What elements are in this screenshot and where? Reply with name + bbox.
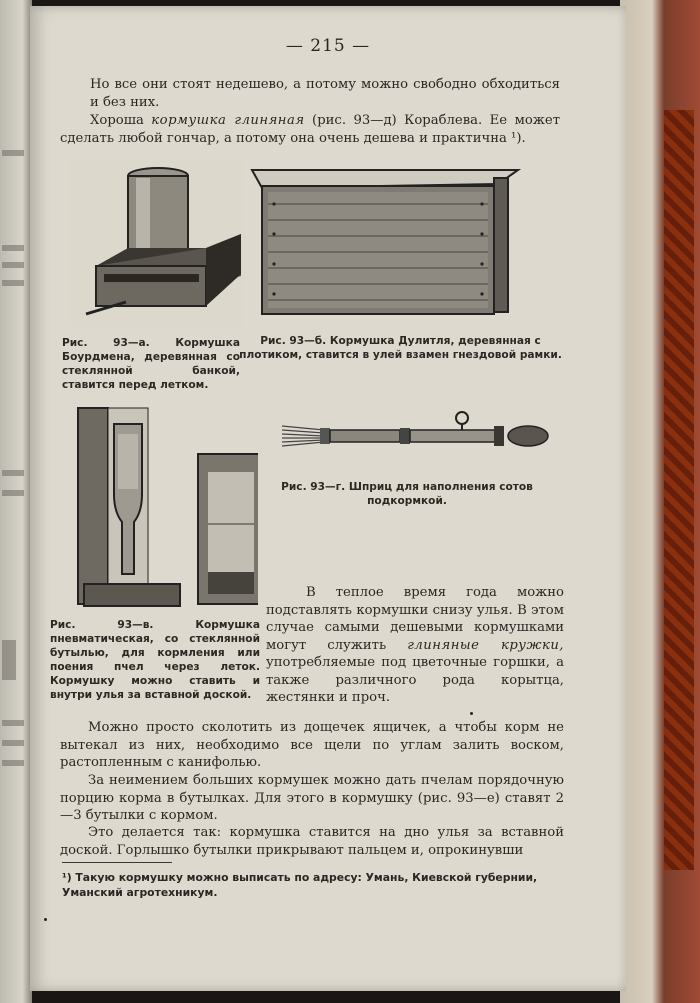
- footnote: ¹) Такую кормушку можно выписать по адресу: Умань, Киевской губернии, Уманский агротехникум.: [62, 871, 538, 899]
- caption-fig-93v: Рис. 93—в. Кормушка пневматическая, со стеклянной бутылью, для кормления или поения пчел через леток. Кормушку можно ставить и внутри улья за вставной доской.: [50, 619, 260, 701]
- book-page: [30, 6, 626, 991]
- paragraph-4: Можно просто сколотить из дощечек ящичек, а чтобы корм не вытекал из них, необходимо все щели по углам залить воском, растопленным с канифолью.: [60, 720, 564, 770]
- paragraph-3-emphasis: глиняные кружки,: [407, 637, 565, 653]
- paragraph-2-text-tail: (рис. 93—д) Кораблева. Ее может сделать любой гончар, а потому она очень дешева и практична ¹).: [60, 113, 560, 146]
- caption-fig-93g: Рис. 93—г. Шприц для наполнения сотов подкормкой.: [281, 481, 533, 507]
- paragraph-5: За неимением больших кормушек можно дать пчелам порядочную порцию корма в бутылках. Для этого в кормушку (рис. 93—е) ставят 2—3 бутылки с кормом.: [60, 773, 564, 823]
- caption-fig-93b: Рис. 93—б. Кормушка Дулитля, деревянная с плотиком, ставится в улей взамен гнездовой рамки.: [239, 335, 562, 361]
- paragraph-3: [266, 584, 564, 707]
- paragraph-2-text: Хороша: [90, 113, 152, 128]
- cover-weave-pattern: [664, 110, 694, 870]
- paragraph-1: Но все они стоят недешево, а потому можно свободно обходиться и без них.: [90, 77, 560, 110]
- figure-93g-syringe: [276, 408, 556, 464]
- caption-fig-93a: Рис. 93—а. Кормушка Боурдмена, деревянная со стеклянной банкой, ставится перед летком.: [62, 337, 240, 391]
- paragraph-2: [60, 112, 560, 147]
- print-speck: [44, 918, 47, 921]
- paragraph-2-emphasis: кормушка глиняная: [151, 113, 305, 128]
- figure-93b-doolittle-feeder: [248, 164, 524, 319]
- paragraph-3-text: В теплое время года можно подставлять кормушки снизу улья. В этом случае самыми дешевыми кормушками могут служить: [266, 585, 564, 653]
- adjacent-left-page: [0, 0, 32, 1003]
- print-speck: [470, 712, 473, 715]
- page-number: — 215 —: [285, 36, 371, 56]
- footnote-rule: [62, 862, 172, 863]
- figure-93a-boardman-feeder: [66, 156, 248, 331]
- paragraph-6: Это делается так: кормушка ставится на дно улья за вставной доской. Горлышко бутылки прикрывают пальцем и, опрокинувши: [60, 825, 564, 858]
- paragraph-3-text-tail: употребляемые под цветочные горшки, а также различного рода корытца, жестянки и проч.: [266, 655, 564, 705]
- figure-93v-pneumatic-feeder: [58, 404, 258, 612]
